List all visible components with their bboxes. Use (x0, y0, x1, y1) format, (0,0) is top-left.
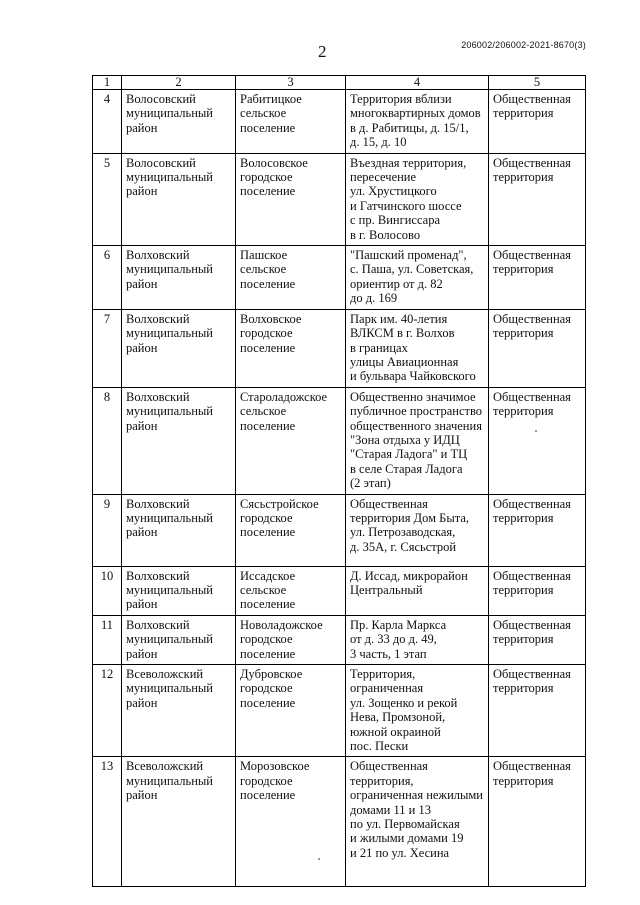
document-number: 206002/206002-2021-8670(3) (461, 40, 586, 50)
row-number: 9 (93, 494, 122, 566)
district-cell: Волховский муниципальный район (122, 246, 236, 310)
settlement-cell: Сясьстройское городское поселение (236, 494, 346, 566)
column-header: 4 (346, 76, 489, 90)
settlement-cell: Рабитицкое сельское поселение (236, 90, 346, 154)
settlement-cell: Староладожское сельское поселение (236, 387, 346, 494)
territory-type-cell: Общественная территория (489, 90, 586, 154)
territory-type-cell: Общественная территория (489, 757, 586, 887)
settlement-cell: Волховское городское поселение (236, 309, 346, 387)
row-number: 7 (93, 309, 122, 387)
settlement-cell: Новоладожское городское поселение (236, 615, 346, 664)
territory-cell: Д. Иссад, микрорайон Центральный (346, 566, 489, 615)
table-body (93, 76, 586, 887)
scan-speck (318, 858, 320, 860)
district-cell: Всеволожский муниципальный район (122, 665, 236, 757)
district-cell: Волховский муниципальный район (122, 615, 236, 664)
territory-type-cell: Общественная территория (489, 494, 586, 566)
territory-cell: Пр. Карла Маркса от д. 33 до д. 49, 3 часть, 1 этап (346, 615, 489, 664)
territory-cell: Территория, ограниченная ул. Зощенко и рекой Нева, Промзоной, южной окраиной пос. Пески (346, 665, 489, 757)
territory-cell: Парк им. 40-летия ВЛКСМ в г. Волхов в границах улицы Авиационная и бульвара Чайковского (346, 309, 489, 387)
territories-table (92, 75, 586, 887)
row-number: 13 (93, 757, 122, 887)
table-row (93, 387, 586, 494)
table-row (93, 246, 586, 310)
territory-type-cell: Общественная территория (489, 246, 586, 310)
table-row (93, 309, 586, 387)
row-number: 4 (93, 90, 122, 154)
row-number: 12 (93, 665, 122, 757)
table-row (93, 90, 586, 154)
table-row (93, 615, 586, 664)
district-cell: Волховский муниципальный район (122, 387, 236, 494)
table-row (93, 494, 586, 566)
settlement-cell: Пашское сельское поселение (236, 246, 346, 310)
column-header: 5 (489, 76, 586, 90)
row-number: 6 (93, 246, 122, 310)
settlement-cell: Морозовское городское поселение (236, 757, 346, 887)
settlement-cell: Иссадское сельское поселение (236, 566, 346, 615)
territory-cell: Общественная территория Дом Быта, ул. Петрозаводская, д. 35А, г. Сясьстрой (346, 494, 489, 566)
row-number: 5 (93, 153, 122, 245)
column-header: 1 (93, 76, 122, 90)
territory-type-cell: Общественная территория (489, 566, 586, 615)
district-cell: Волосовский муниципальный район (122, 90, 236, 154)
column-header: 3 (236, 76, 346, 90)
row-number: 11 (93, 615, 122, 664)
table-row (93, 153, 586, 245)
territory-type-cell: Общественная территория (489, 309, 586, 387)
territory-cell: Общественно значимое публичное пространство общественного значения "Зона отдыха у ИДЦ "Старая Ладога" и ТЦ в селе Старая Ладога (2 этап) (346, 387, 489, 494)
territory-cell: Въездная территория, пересечение ул. Хрустицкого и Гатчинского шоссе с пр. Вингиссара в г. Волосово (346, 153, 489, 245)
row-number: 8 (93, 387, 122, 494)
territory-type-cell: Общественная территория (489, 387, 586, 494)
territory-cell: "Пашский променад", с. Паша, ул. Советская, ориентир от д. 82 до д. 169 (346, 246, 489, 310)
table-row (93, 566, 586, 615)
district-cell: Волховский муниципальный район (122, 566, 236, 615)
territory-cell: Территория вблизи многоквартирных домов в д. Рабитицы, д. 15/1, д. 15, д. 10 (346, 90, 489, 154)
scan-speck (535, 430, 537, 432)
district-cell: Волосовский муниципальный район (122, 153, 236, 245)
settlement-cell: Волосовское городское поселение (236, 153, 346, 245)
territory-type-cell: Общественная территория (489, 615, 586, 664)
district-cell: Всеволожский муниципальный район (122, 757, 236, 887)
territory-type-cell: Общественная территория (489, 153, 586, 245)
row-number: 10 (93, 566, 122, 615)
column-header: 2 (122, 76, 236, 90)
district-cell: Волховский муниципальный район (122, 309, 236, 387)
district-cell: Волховский муниципальный район (122, 494, 236, 566)
settlement-cell: Дубровское городское поселение (236, 665, 346, 757)
table-header-row (93, 76, 586, 90)
territory-type-cell: Общественная территория (489, 665, 586, 757)
page-number: 2 (318, 42, 327, 61)
territory-cell: Общественная территория, ограниченная нежилыми домами 11 и 13 по ул. Первомайская и жилыми домами 19 и 21 по ул. Хесина (346, 757, 489, 887)
table-row (93, 757, 586, 887)
table-row (93, 665, 586, 757)
